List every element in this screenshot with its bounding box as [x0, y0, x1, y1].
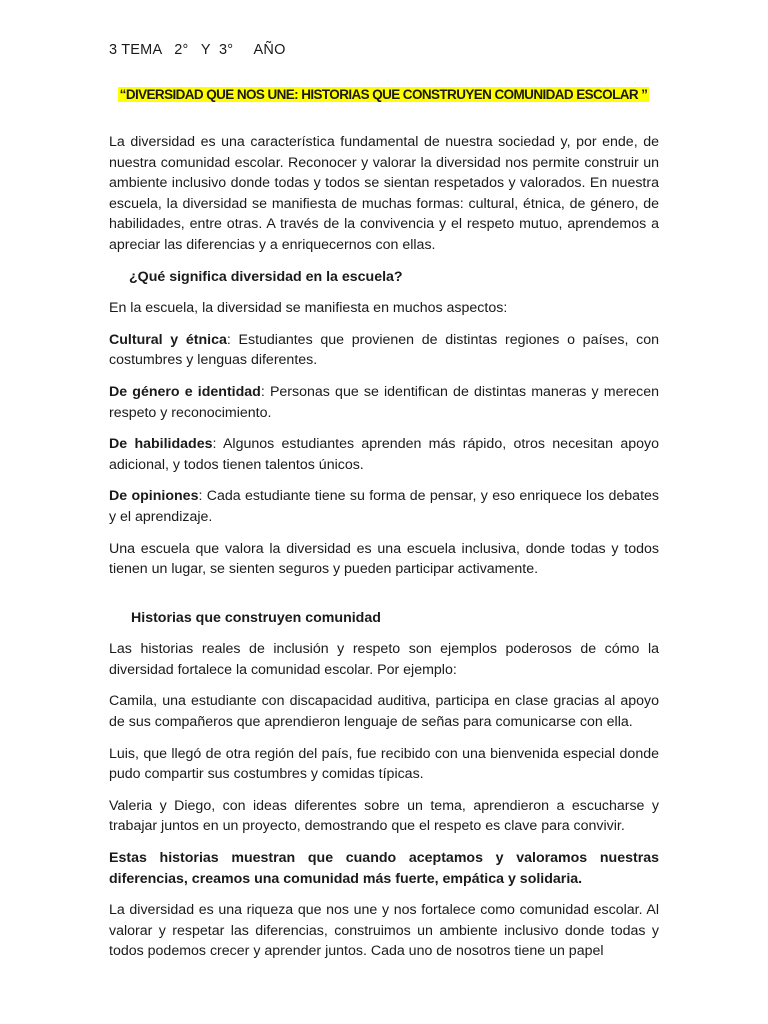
section2-lead: Las historias reales de inclusión y respeto son ejemplos poderosos de cómo la diversidad fortalece la comunidad escolar. Por ejemplo: — [109, 641, 659, 678]
diversity-term: De habilidades — [109, 436, 213, 453]
diversity-term: De género e identidad — [109, 383, 261, 400]
highlighted-title-text: “DIVERSIDAD QUE NOS UNE: HISTORIAS QUE CONSTRUYEN COMUNIDAD ESCOLAR ” — [119, 87, 648, 102]
document-header: 3 TEMA 2° Y 3° AÑO — [109, 42, 286, 58]
diversity-description: : Cada estudiante tiene su forma de pensar, y eso enriquece los debates y el aprendizaje. — [109, 488, 659, 525]
diversity-item-gender — [109, 382, 659, 423]
diversity-item-cultural — [109, 330, 659, 371]
story-luis: Luis, que llegó de otra región del país, fue recibido con una bienvenida especial donde pudo compartir sus costumbres y comidas típicas. — [109, 745, 659, 783]
section1-lead: En la escuela, la diversidad se manifiesta en muchos aspectos: — [109, 300, 508, 317]
diversity-term: Cultural y étnica — [109, 331, 227, 348]
story-valeria-diego: Valeria y Diego, con ideas diferentes sobre un tema, aprendieron a escucharse y trabajar juntos en un proyecto, demostrando que el respeto es clave para convivir. — [109, 797, 659, 835]
section-heading-diversity: ¿Qué significa diversidad en la escuela? — [129, 268, 403, 285]
diversity-item-opinions — [109, 486, 659, 527]
final-paragraph: La diversidad es una riqueza que nos une y nos fortalece como comunidad escolar. Al valorar y respetar las diferencias, construimos un ambiente inclusivo donde todas y todos podemos crecer y aprender juntos. Cada uno de nosotros tiene un papel — [109, 902, 659, 960]
diversity-item-abilities — [109, 434, 659, 475]
diversity-description: : Personas que se identifican de distintas maneras y merecen respeto y reconocimiento. — [109, 383, 659, 421]
section1-closing: Una escuela que valora la diversidad es una escuela inclusiva, donde todas y todos tienen un lugar, se sienten seguros y pueden participar activamente. — [109, 540, 659, 578]
document-body — [109, 132, 659, 973]
diversity-term: De opiniones — [109, 488, 199, 505]
section-heading-stories: Historias que construyen comunidad — [131, 609, 381, 626]
document-title — [109, 85, 658, 105]
story-camila: Camila, una estudiante con discapacidad auditiva, participa en clase gracias al apoyo de sus compañeros que aprendieron lenguaje de señas para comunicarse con ella. — [109, 693, 659, 731]
emphasis-paragraph: Estas historias muestran que cuando aceptamos y valoramos nuestras diferencias, creamos una comunidad más fuerte, empática y solidaria. — [109, 850, 659, 887]
diversity-description: : Estudiantes que provienen de distintas regiones o países, con costumbres y lenguas diferentes. — [109, 331, 659, 369]
diversity-description: : Algunos estudiantes aprenden más rápido, otros necesitan apoyo adicional, y todos tienen talentos únicos. — [109, 436, 659, 473]
intro-paragraph: La diversidad es una característica fundamental de nuestra sociedad y, por ende, de nuestra comunidad escolar. Reconocer y valorar la diversidad nos permite construir un ambiente inclusivo donde todas y todos se sientan respetados y valorados. En nuestra escuela, la diversidad se manifiesta de muchas formas: cultural, étnica, de género, de habilidades, entre otras. A través de la convivencia y el respeto mutuo, aprendemos a apreciar las diferencias y a enriquecernos con ellas. — [109, 134, 659, 253]
